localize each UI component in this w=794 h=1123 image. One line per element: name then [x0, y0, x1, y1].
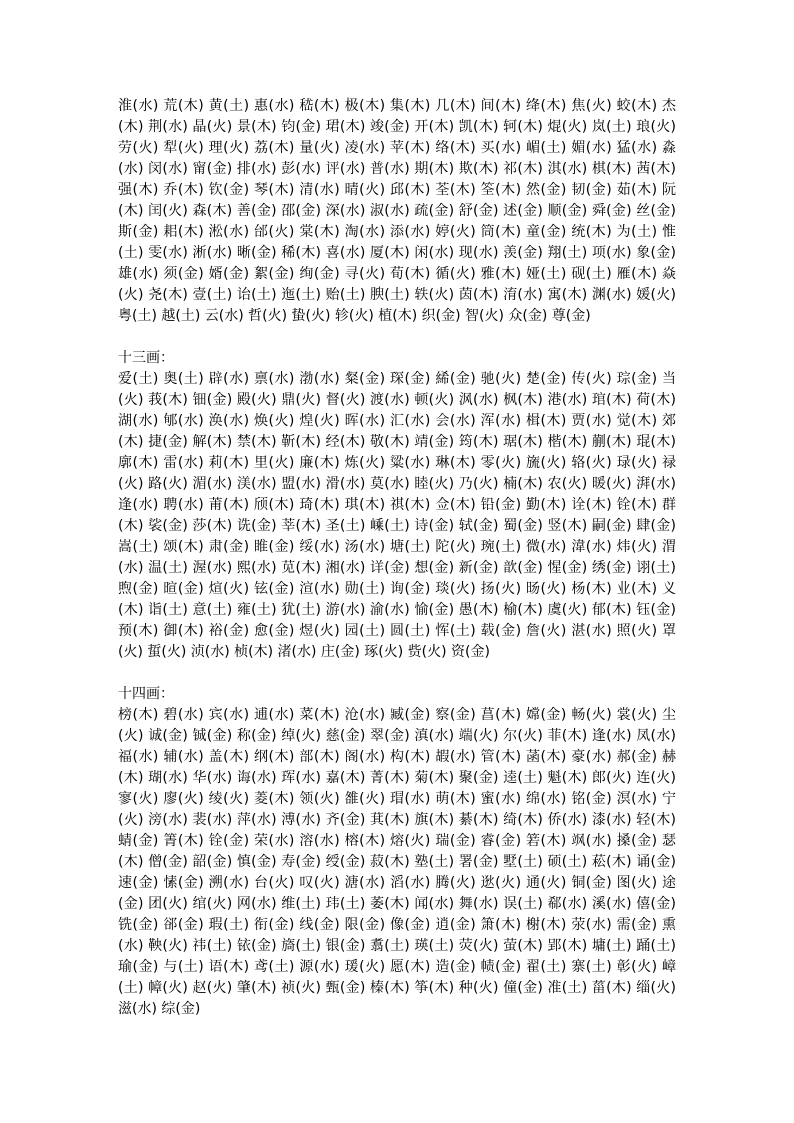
section-12-stroke-characters: 淮(水) 荒(木) 黄(土) 惠(水) 嵇(木) 极(木) 集(木) 几(木) 间(木) 绛(木) 焦(火) 蛟(木) 杰(木) 荆(水) 晶(火) 景(木) 钧(金) 珺(木) 竣(金) 开(木) 凯(木) 轲(木) 焜(火) 岚(土) 琅(火) 劳(火) 犁(火) 理(火) 荔(木) 量(火) 凌(水) 苹(木) 络(木) 买(水) 嵋(土) 媚(水) 猛(水) 淼(水) 闵(水) 甯(金) 排(水) 彭(水) 评(水) 普(水) 期(木) 欺(木) 祁(木) 淇(水) 棋(木) 茜(木) 强(木) 乔(木) 钦(金) 琴(木) 清(水) 晴(火) 邱(木) 荃(木) 筌(木) 然(金) 韧(金) 茹(木) 阮(木) 闰(火) 森(木) 善(金) 邵(金) 深(水) 淑(水) 疏(金) 舒(金) 述(金) 顺(金) 舜(金) 丝(金) 斯(金) 耜(木) 淞(水) 邰(火) 棠(木) 淘(水) 添(水) 婷(火) 筒(木) 童(金) 统(木) 为(土) 惟(土) 雯(水) 淅(水) 晰(金) 稀(木) 喜(水) 厦(木) 闲(水) 现(水) 羡(金) 翔(土) 项(水) 象(金) 雄(水) 须(金) 婿(金) 絮(金) 绚(金) 寻(火) 荀(木) 循(火) 雅(木) 娅(土) 砚(土) 雁(木) 焱(火) 尧(木) 壹(土) 诒(土) 迤(土) 贻(土) 腴(土) 轶(火) 茵(木) 淯(水) 寓(木) 渊(水) 媛(火) 粤(土) 越(土) 云(水) 哲(火) 蛰(火) 轸(火) 植(木) 织(金) 智(火) 众(金) 尊(金)	[118, 98, 676, 324]
section-13-stroke-heading: 十三画：	[118, 350, 174, 366]
document-page	[118, 96, 676, 1020]
section-14-stroke-heading: 十四画：	[118, 686, 174, 702]
section-13-stroke-characters: 爱(土) 奥(土) 辟(水) 禀(水) 渤(水) 粲(金) 琛(金) 絺(金) 驰(火) 楚(金) 传(火) 琮(金) 当(火) 莪(木) 钿(金) 殿(火) 鼎(火) 督(火) 渡(水) 顿(火) 沨(水) 枫(木) 港(水) 琯(木) 荷(木) 湖(水) 郇(水) 涣(水) 焕(火) 煌(火) 晖(水) 汇(水) 会(水) 浑(水) 楫(木) 贾(水) 觉(木) 郊(木) 捷(金) 解(木) 禁(木) 靳(木) 经(木) 敬(木) 靖(金) 筠(木) 琚(木) 楷(木) 蒯(木) 琨(木) 廓(木) 雷(水) 莉(木) 里(火) 廉(木) 炼(火) 粱(水) 琳(木) 零(火) 旒(火) 辂(火) 琭(火) 禄(火) 路(火) 湄(水) 渼(水) 盟(水) 滑(水) 莫(水) 睦(火) 乃(火) 楠(木) 农(火) 暖(火) 湃(水) 逢(水) 聘(水) 莆(木) 颀(木) 琦(木) 琪(木) 祺(木) 佥(木) 铅(金) 勤(木) 诠(木) 铨(木) 群(木) 裟(金) 莎(木) 诜(金) 莘(木) 圣(土) 嵊(土) 诗(金) 轼(金) 蜀(金) 竖(木) 嗣(金) 肆(金) 嵩(土) 颂(木) 肃(金) 睢(金) 绥(水) 汤(水) 塘(土) 陀(火) 琬(土) 微(水) 湋(水) 炜(火) 渭(水) 温(土) 渥(水) 熙(水) 苋(木) 湘(水) 详(金) 想(金) 新(金) 歆(金) 惺(金) 绣(金) 诩(土) 煦(金) 暄(金) 煊(火) 铉(金) 渲(水) 勋(土) 询(金) 琰(火) 扬(火) 旸(火) 杨(木) 业(木) 义(木) 诣(土) 意(土) 雍(土) 犹(土) 游(水) 渝(水) 愉(金) 愚(木) 榆(木) 虞(火) 郁(木) 钰(金) 预(木) 御(木) 裕(金) 愈(金) 煜(火) 园(土) 圆(土) 恽(土) 载(金) 詹(火) 湛(水) 照(火) 罩(火) 蜇(火) 浈(水) 桢(木) 渚(水) 庄(金) 琢(火) 赀(火) 资(金)	[118, 371, 676, 660]
section-14-stroke-characters: 榜(木) 碧(水) 宾(水) 逋(水) 菜(木) 沧(水) 臧(金) 察(金) 菖(木) 嫦(金) 畅(火) 裳(火) 尘(火) 诚(金) 铖(金) 称(金) 绰(火) 慈(金) 翠(金) 滇(水) 端(火) 尔(火) 菲(木) 逢(水) 凤(水) 福(水) 辅(水) 盖(木) 纲(木) 部(木) 阁(水) 构(木) 嘏(水) 管(木) 菡(木) 豪(水) 郝(金) 赫(木) 瑚(水) 华(水) 诲(水) 珲(水) 嘉(木) 菁(木) 菊(木) 聚(金) 逵(土) 魁(木) 郎(火) 连(火) 寥(火) 廖(火) 绫(火) 菱(木) 领(火) 雒(火) 瑁(水) 萌(木) 蜜(水) 绵(水) 铭(金) 溟(水) 宁(火) 滂(水) 裴(水) 萍(水) 溥(水) 齐(金) 萁(木) 旗(木) 綦(木) 绮(木) 侨(水) 漆(水) 轻(木) 蜻(金) 箐(木) 铨(金) 荣(水) 溶(水) 榕(木) 熔(火) 瑞(金) 睿(金) 箬(木) 飒(水) 搡(金) 瑟(木) 僧(金) 韶(金) 慎(金) 寿(金) 绶(金) 菽(木) 塾(土) 署(金) 墅(土) 硕(土) 菘(木) 诵(金) 速(金) 愫(金) 溯(水) 台(火) 叹(火) 溏(水) 滔(水) 腾(火) 逖(火) 通(火) 铜(金) 图(火) 途(金) 团(火) 绾(火) 网(水) 维(土) 玮(土) 萎(木) 闻(水) 舞(水) 误(土) 郗(水) 溪(水) 僖(金) 铣(金) 郤(金) 瑕(土) 衔(金) 线(金) 限(金) 像(金) 逍(金) 箫(木) 榭(木) 荥(水) 需(金) 熏(水) 鞅(火) 祎(土) 铱(金) 旖(土) 银(金) 翥(土) 瑛(土) 荧(火) 萤(木) 郢(木) 墉(土) 踊(土) 瑜(金) 与(土) 语(木) 鸢(土) 源(水) 瑗(火) 愿(木) 造(金) 帻(金) 翟(土) 寨(土) 彰(火) 嶂(土) 幛(火) 赵(火) 肇(木) 祯(火) 甄(金) 榛(木) 筝(木) 种(火) 僮(金) 准(土) 菑(木) 缁(火) 滋(水) 综(金)	[118, 707, 676, 1017]
